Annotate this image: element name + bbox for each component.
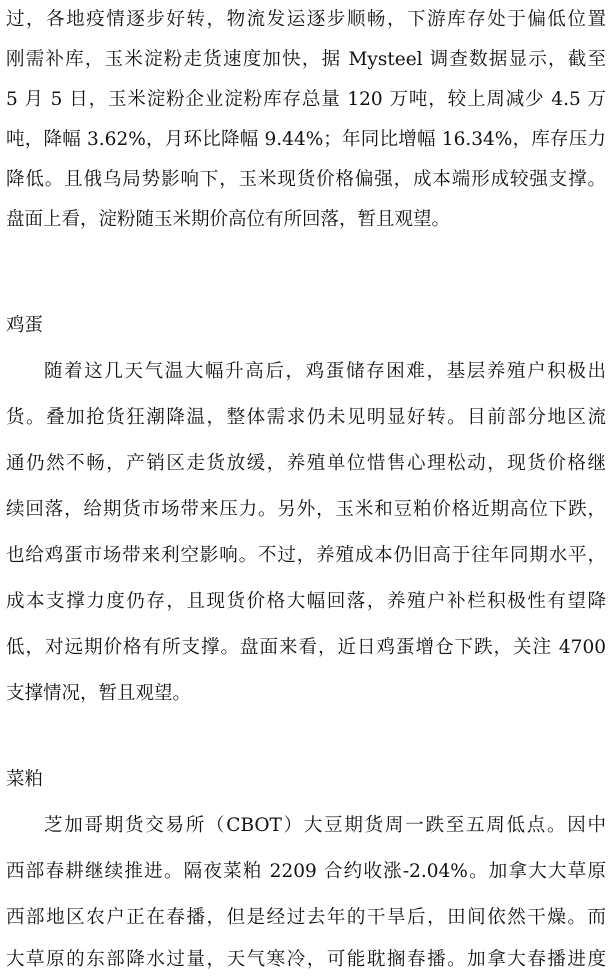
paragraph-line: 盘面上看，淀粉随玉米期价高位有所回落，暂且观望。 [6, 209, 451, 230]
section-heading-eggs: 鸡蛋 [6, 315, 44, 336]
paragraph-line: 货。叠加抢货狂潮降温，整体需求仍未见明显好转。目前部分地区流 [6, 407, 606, 428]
paragraph-line: 成本支撑力度仍存，且现货价格大幅回落，养殖户补栏积极性有望降 [6, 591, 606, 612]
paragraph-line: 通仍然不畅，产销区走货放缓，养殖单位惜售心理松动，现货价格继 [6, 453, 606, 474]
paragraph-line: 过，各地疫情逐步好转，物流发运逐步顺畅，下游库存处于偏低位置 [6, 9, 606, 30]
paragraph-line: 吨，降幅 3.62%，月环比降幅 9.44%；年同比增幅 16.34%，库存压力 [6, 129, 606, 150]
paragraph-line: 支撑情况，暂且观望。 [6, 683, 192, 704]
paragraph-line: 续回落，给期货市场带来压力。另外，玉米和豆粕价格近期高位下跌， [6, 499, 606, 520]
paragraph-line: 西部春耕继续推进。隔夜菜粕 2209 合约收涨-2.04%。加拿大大草原 [6, 861, 606, 882]
paragraph-line: 随着这几天气温大幅升高后，鸡蛋储存困难，基层养殖户积极出 [44, 361, 606, 382]
paragraph-line: 刚需补库，玉米淀粉走货速度加快，据 Mysteel 调查数据显示，截至 [6, 49, 606, 70]
paragraph-line: 降低。且俄乌局势影响下，玉米现货价格偏强，成本端形成较强支撑。 [6, 169, 606, 190]
paragraph-line: 5 月 5 日，玉米淀粉企业淀粉库存总量 120 万吨，较上周减少 4.5 万 [6, 89, 606, 110]
paragraph-line: 大草原的东部降水过量，天气寒冷，可能耽搁春播。加拿大春播进度 [6, 949, 606, 970]
section-heading-rapeseed-meal: 菜粕 [6, 769, 44, 790]
paragraph-line: 低，对远期价格有所支撑。盘面来看，近日鸡蛋增仓下跌，关注 4700 [6, 637, 606, 658]
paragraph-line: 芝加哥期货交易所（CBOT）大豆期货周一跌至五周低点。因中 [44, 815, 606, 836]
paragraph-line: 西部地区农户正在春播，但是经过去年的干旱后，田间依然干燥。而 [6, 907, 606, 928]
paragraph-line: 也给鸡蛋市场带来利空影响。不过，养殖成本仍旧高于往年同期水平， [6, 545, 606, 566]
